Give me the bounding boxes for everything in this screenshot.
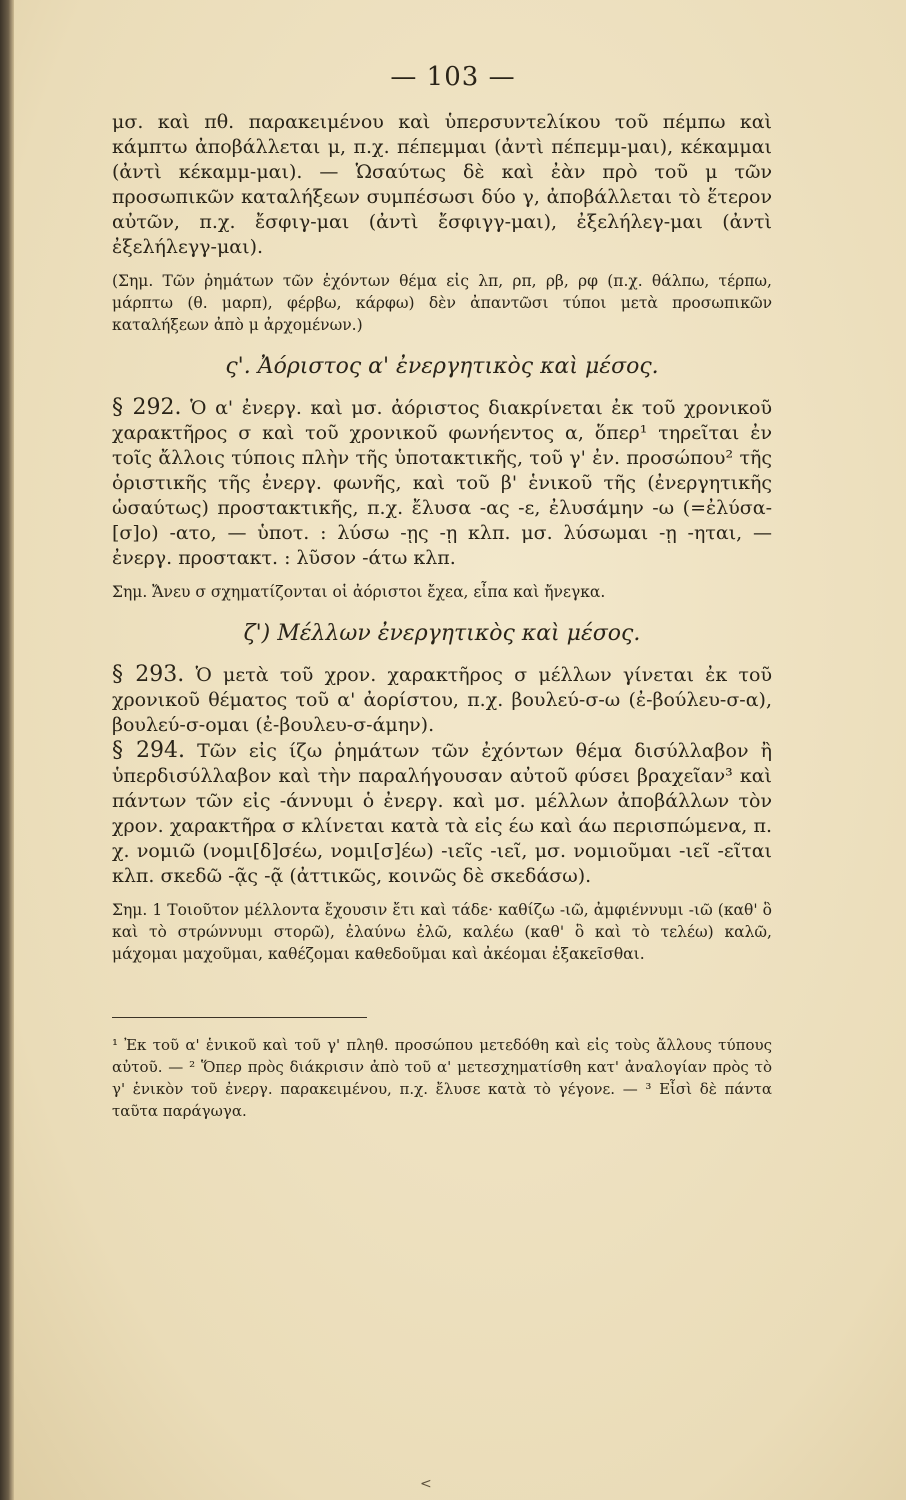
intro-note: (Σημ. Τῶν ῥημάτων τῶν ἐχόντων θέμα εἰς λπ, ρπ, ρβ, ρφ (π.χ. θάλπω, τέρπω, μάρπτω (θ. μαρπ), φέρβω, κάρφω) δὲν ἀπαντῶσι τύποι μετὰ προσωπικῶν καταλήξεων ἀπὸ μ ἀρχομένων.) [112,272,772,334]
heading-future: ζ') Μέλλων ἐνεργητικὸς καὶ μέσος. [243,621,641,646]
heading-aorist: ς'. Ἀόριστος α' ἐνεργητικὸς καὶ μέσος. [225,354,659,379]
section-294-text: Τῶν εἰς ίζω ῥημάτων τῶν ἐχόντων θέμα δισύλλαβον ἢ ὑπερδισύλλαβον καὶ τὴν παραλήγουσαν αὐτοῦ φύσει βραχεῖαν³ καὶ πάντων τῶν εἰς -άννυμι ὁ ἐνεργ. καὶ μσ. μέλλων ἀποβάλλων τὸν χρον. χαρακτῆρα σ κλίνεται κατὰ τὰ εἰς έω καὶ άω περισπώμενα, π. χ. νομιῶ (νομι[δ]σέω, νομι[σ]έω) -ιεῖς -ιεῖ, μσ. νομιοῦμαι -ιεῖ -εῖται κλπ. σκεδῶ -ᾷς -ᾷ (ἀττικῶς, κοινῶς δὲ σκεδάσω). [112,740,772,887]
page-body [112,110,772,1122]
note-294: Σημ. 1 Τοιοῦτον μέλλοντα ἔχουσιν ἔτι καὶ τάδε· καθίζω -ιῶ, ἀμφιέννυμι -ιῶ (καθ' ὃ καὶ τὸ στρώννυμι στορῶ), ἐλαύνω ἐλῶ, καλέω (καθ' ὃ καὶ τὸ τελέω) καλῶ, μάχομαι μαχοῦμαι, καθέζομαι καθεδοῦμαι καὶ ἀκέομαι ἐξακεῖσθαι. [112,901,772,963]
page-number: — 103 — [390,62,516,92]
bottom-mark: < [420,1476,432,1492]
section-292-text: Ὁ α' ἐνεργ. καὶ μσ. ἀόριστος διακρίνεται ἐκ τοῦ χρονικοῦ χαρακτῆρος σ καὶ τοῦ χρονικοῦ φωνήεντος α, ὅπερ¹ τηρεῖται ἐν τοῖς ἄλλοις τύποις πλὴν τῆς ὑποτακτικῆς, τοῦ γ' ἐν. προσώπου² τῆς ὁριστικῆς τῆς ἐνεργ. φωνῆς, καὶ τοῦ β' ἑνικοῦ τῆς (ἐνεργητικῆς ὡσαύτως) προστακτικῆς, π.χ. ἔλυσα -ας -ε, ἐλυσάμην -ω (=ἐλύσα-[σ]ο) -ατο, — ὑποτ. : λύσω -ῃς -ῃ κλπ. μσ. λύσωμαι -ῃ -ηται, — ἐνεργ. προστακτ. : λῦσον -άτω κλπ. [112,397,773,569]
section-293 [112,662,772,738]
footnotes: ¹ Ἐκ τοῦ α' ἑνικοῦ καὶ τοῦ γ' πληθ. προσώπου μετεδόθη καὶ εἰς τοὺς ἄλλους τύπους αὐτοῦ. — ² Ὅπερ πρὸς διάκρισιν ἀπὸ τοῦ α' μετεσχηματίσθη κατ' ἀναλογίαν πρὸς τὸ γ' ἑνικὸν τοῦ ἐνεργ. παρακειμένου, π.χ. ἔλυσε κατὰ τὸ γέγονε. — ³ Εἶσὶ δὲ πάντα ταῦτα παράγωγα. [112,1036,772,1120]
section-292-number: § 292. [112,395,182,420]
footnote-rule [112,1017,367,1018]
section-292 [112,395,772,571]
section-294-number: § 294. [112,738,186,763]
book-spine-shadow [0,0,14,1500]
note-292: Σημ. Ἄνευ σ σχηματίζονται οἱ ἀόριστοι ἔχεα, εἶπα καὶ ἤνεγκα. [112,583,606,601]
section-294 [112,738,772,889]
intro-paragraph: μσ. καὶ πθ. παρακειμένου καὶ ὑπερσυντελίκου τοῦ πέμπω καὶ κάμπτω ἀποβάλλεται μ, π.χ. πέπεμμαι (ἀντὶ πέπεμμ-μαι), κέκαμμαι (ἀντὶ κέκαμμ-μαι). — Ὡσαύτως δὲ καὶ ἐὰν πρὸ τοῦ μ τῶν προσωπικῶν καταλήξεων συμπέσωσι δύο γ, ἀποβάλλεται τὸ ἕτερον αὐτῶν, π.χ. ἔσφιγ-μαι (ἀντὶ ἔσφιγγ-μαι), ἐξελήλεγ-μαι (ἀντὶ ἐξελήλεγγ-μαι). [112,111,772,258]
section-293-text: Ὁ μετὰ τοῦ χρον. χαρακτῆρος σ μέλλων γίνεται ἐκ τοῦ χρονικοῦ θέματος τοῦ α' ἀορίστου, π.χ. βουλεύ-σ-ω (ἐ-βούλευ-σ-α), βουλεύ-σ-ομαι (ἐ-βουλευ-σ-άμην). [112,664,772,736]
section-293-number: § 293. [112,662,185,687]
